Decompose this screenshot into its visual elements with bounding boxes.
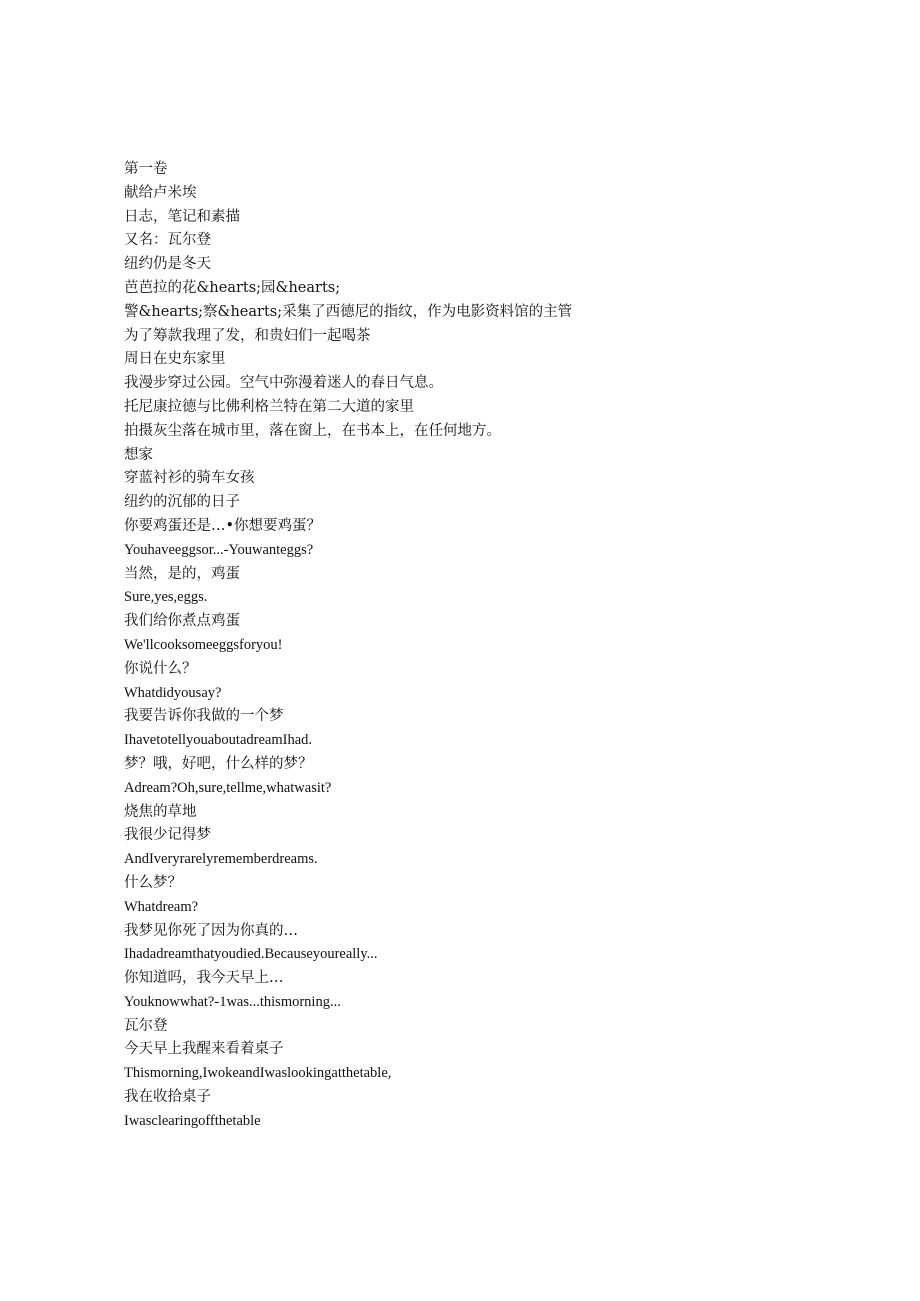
text-line: 你知道吗，我今天早上… <box>124 970 284 987</box>
text-line: Sure,yes,eggs. <box>124 589 208 606</box>
text-line: 我漫步穿过公园。空气中弥漫着迷人的春日气息。 <box>124 375 443 392</box>
text-line: 周日在史东家里 <box>124 351 226 368</box>
text-line: 第一卷 <box>124 161 168 177</box>
text-line: 托尼康拉德与比佛利格兰特在第二大道的家里 <box>124 398 414 415</box>
text-line: 为了筹款我理了发，和贵妇们一起喝茶 <box>124 327 371 344</box>
text-line: Youknowwhat?-1was...thismorning... <box>124 993 341 1010</box>
text-line: 纽约的沉郁的日子 <box>124 494 240 511</box>
text-line: 梦？哦，好吧，什么样的梦？ <box>124 755 313 772</box>
text-line: We'llcooksomeeggsforyou! <box>124 636 283 653</box>
text-line: Iwasclearingoffthetable <box>124 1112 261 1129</box>
text-line: 我要告诉你我做的一个梦 <box>124 708 284 725</box>
text-line: Thismorning,IwokeandIwaslookingatthetable, <box>124 1065 392 1082</box>
text-line: AndIveryrarelyrememberdreams. <box>124 851 318 868</box>
document-body <box>124 158 824 1134</box>
text-line: 芭芭拉的花&hearts;园&hearts; <box>124 279 341 296</box>
text-line: 我梦见你死了因为你真的… <box>124 922 298 939</box>
text-line: 今天早上我醒来看着桌子 <box>124 1041 284 1058</box>
text-line: Ihadadreamthatyoudied.Becauseyoureally... <box>124 946 378 963</box>
text-line: Whatdream? <box>124 898 199 915</box>
text-line: 纽约仍是冬天 <box>124 256 211 273</box>
text-line: 瓦尔登 <box>124 1017 168 1034</box>
text-line: IhavetotellyouaboutadreamIhad. <box>124 732 313 749</box>
text-line: 想家 <box>124 446 153 463</box>
text-line: 我在收拾桌子 <box>124 1089 211 1106</box>
text-line: 又名：瓦尔登 <box>124 232 211 249</box>
text-line: Adream?Oh,sure,tellme,whatwasit? <box>124 779 332 796</box>
text-line: Whatdidyousay? <box>124 684 222 701</box>
text-line: 日志，笔记和素描 <box>124 208 240 225</box>
text-line: 穿蓝衬衫的骑车女孩 <box>124 470 255 487</box>
text-line: 你说什么？ <box>124 660 197 677</box>
text-line: 你要鸡蛋还是…•你想要鸡蛋？ <box>124 517 322 534</box>
text-line: 警&hearts;察&hearts;采集了西德尼的指纹，作为电影资料馆的主管 <box>124 303 573 320</box>
text-line: 献给卢米埃 <box>124 184 197 201</box>
text-line: 什么梦？ <box>124 874 182 891</box>
text-line: 烧焦的草地 <box>124 803 197 820</box>
text-line: 我很少记得梦 <box>124 827 211 844</box>
text-line: 我们给你煮点鸡蛋 <box>124 613 240 630</box>
text-line: Youhaveeggsor...-Youwanteggs? <box>124 541 314 558</box>
text-line: 拍摄灰尘落在城市里，落在窗上，在书本上，在任何地方。 <box>124 422 501 439</box>
text-line: 当然，是的，鸡蛋 <box>124 565 240 582</box>
